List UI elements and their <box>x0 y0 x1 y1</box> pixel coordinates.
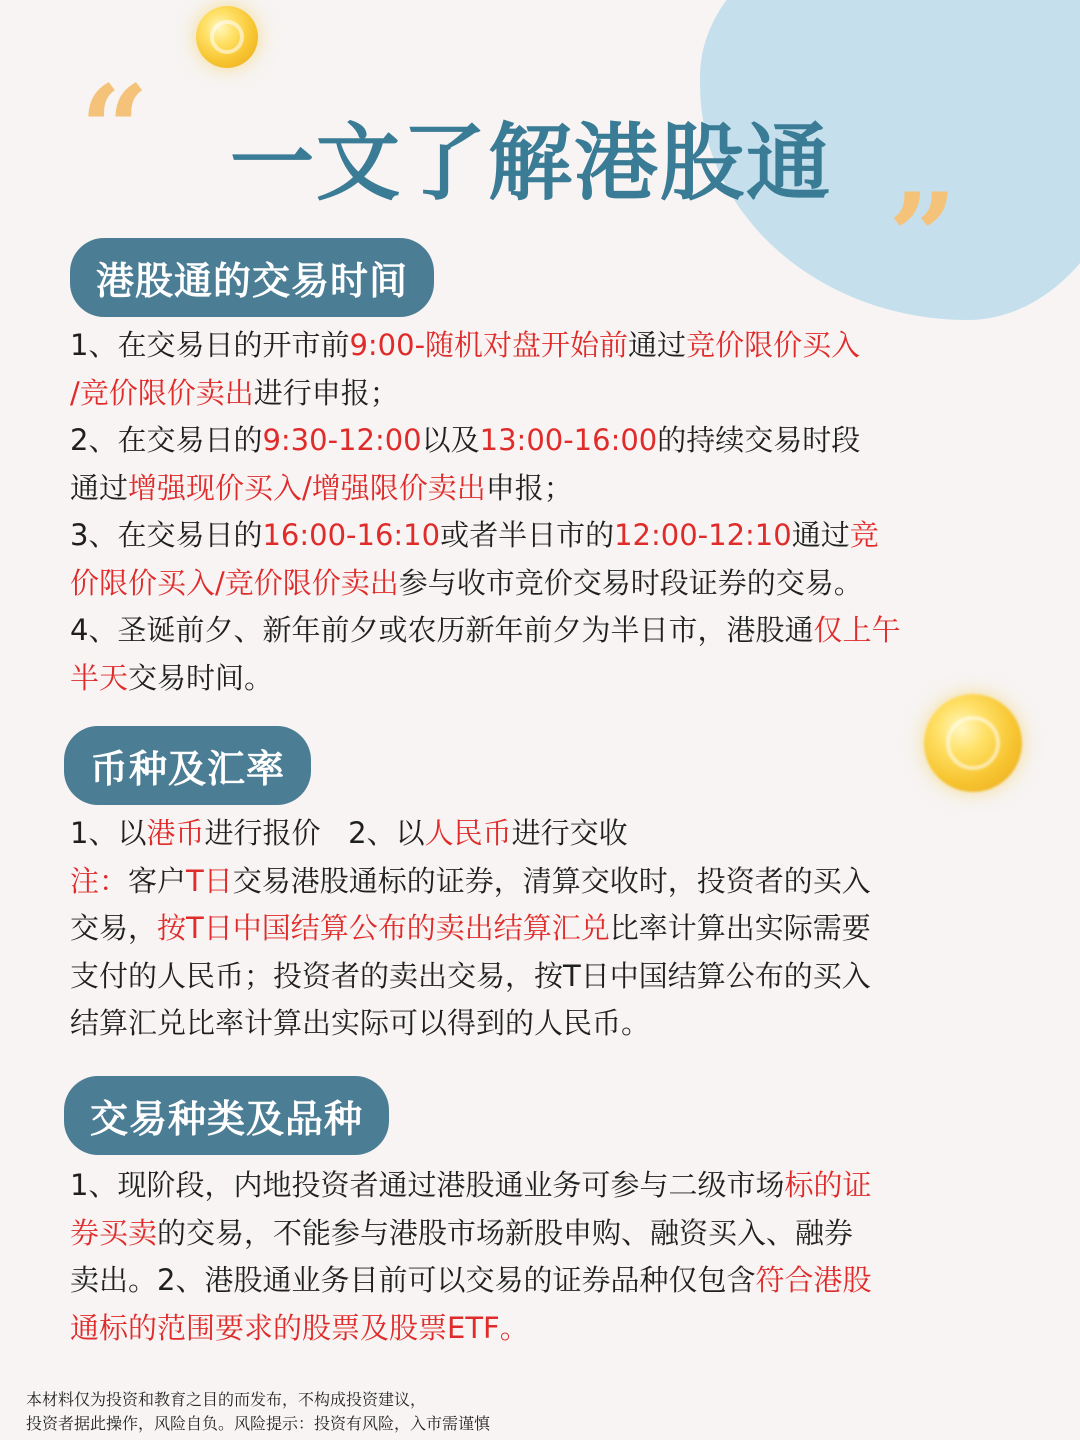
text-line: 价限价买入/竞价限价卖出参与收市竞价交易时段证券的交易。 <box>70 565 863 600</box>
text-line: 注：客户T日交易港股通标的证券，清算交收时，投资者的买入 <box>70 863 871 898</box>
coin-icon <box>196 6 258 68</box>
section-heading-trading-hours: 港股通的交易时间 <box>70 238 434 317</box>
text-line: 1、在交易日的开市前9:00-随机对盘开始前通过竞价限价买入 <box>70 328 861 362</box>
text-line: 结算汇兑比率计算出实际可以得到的人民币。 <box>70 1006 651 1040</box>
text-line: /竞价限价卖出进行申报； <box>70 375 399 410</box>
text-line: 券买卖的交易，不能参与港股市场新股申购、融资买入、融券 <box>70 1215 854 1250</box>
page-title: 一文了解港股通 <box>230 114 833 212</box>
section-heading-trading-types: 交易种类及品种 <box>64 1076 389 1155</box>
text-line: 2、在交易日的9:30-12:00以及13:00-16:00的持续交易时段 <box>70 423 861 457</box>
open-quote-icon: “ <box>80 59 150 200</box>
coin-icon <box>924 694 1022 792</box>
text-line: 支付的人民币；投资者的卖出交易，按T日中国结算公布的买入 <box>70 958 871 993</box>
section-body-trading-types <box>70 1162 980 1352</box>
section-body-trading-hours <box>70 322 980 702</box>
text-line: 通过增强现价买入/增强限价卖出申报； <box>70 470 573 505</box>
text-line: 1、以港币进行报价 2、以人民币进行交收 <box>70 816 628 850</box>
disclaimer-line: 投资者据此操作，风险自负。风险提示：投资有风险，入市需谨慎 <box>26 1414 491 1433</box>
section-body-currency <box>70 810 980 1048</box>
text-line: 1、现阶段，内地投资者通过港股通业务可参与二级市场标的证 <box>70 1168 872 1202</box>
text-line: 半天交易时间。 <box>70 660 274 695</box>
text-line: 卖出。2、港股通业务目前可以交易的证券品种仅包含符合港股 <box>70 1263 872 1297</box>
close-quote-icon: ” <box>888 167 958 308</box>
disclaimer <box>26 1388 490 1436</box>
text-line: 交易，按T日中国结算公布的卖出结算汇兑比率计算出实际需要 <box>70 911 871 945</box>
disclaimer-line: 本材料仅为投资和教育之目的而发布，不构成投资建议， <box>26 1390 427 1409</box>
text-line: 4、圣诞前夕、新年前夕或农历新年前夕为半日市，港股通仅上午 <box>70 613 901 647</box>
section-heading-currency: 币种及汇率 <box>64 726 311 805</box>
text-line: 通标的范围要求的股票及股票ETF。 <box>70 1310 529 1345</box>
text-line: 3、在交易日的16:00-16:10或者半日市的12:00-12:10通过竞 <box>70 518 879 552</box>
